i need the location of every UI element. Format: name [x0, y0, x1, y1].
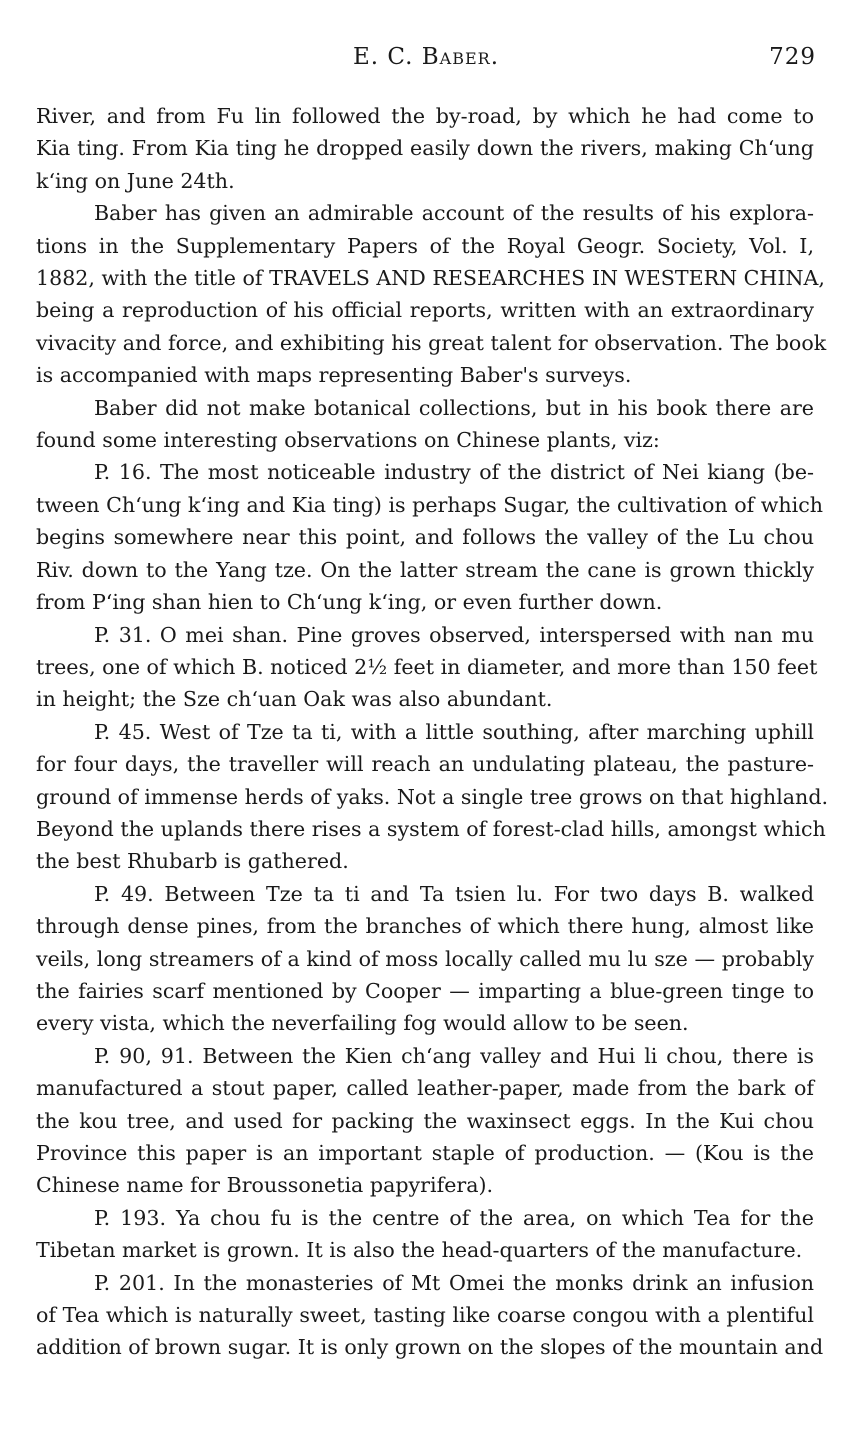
text-line: tween Chʻung kʻing and Kia ting) is perhaps Sugar, the cultivation of which [36, 492, 824, 517]
text-line: is accompanied with maps representing Baber's surveys. [36, 363, 632, 388]
text-line: in height; the Sze chʻuan Oak was also abundant. [36, 687, 553, 712]
text-line: being a reproduction of his official reports, written with an extraordinary [36, 298, 814, 323]
text-line: P. 45. West of Tze ta ti, with a little southing, after marching uphill [94, 719, 814, 744]
text-line: kʻing on June 24th. [36, 168, 235, 193]
text-line: P. 193. Ya chou fu is the centre of the area, on which Tea for the [94, 1205, 814, 1230]
text-line: ground of immense herds of yaks. Not a single tree grows on that highland. [36, 784, 829, 809]
text-line: of Tea which is naturally sweet, tasting like coarse congou with a plentiful [36, 1303, 814, 1328]
body-text [36, 100, 829, 1364]
text-line: tions in the Supplementary Papers of the Royal Geogr. Society, Vol. I, [36, 233, 814, 258]
text-line: addition of brown sugar. It is only grown on the slopes of the mountain and [36, 1335, 824, 1360]
paragraph [36, 1202, 814, 1267]
paragraph [36, 100, 814, 197]
paragraph [36, 456, 824, 618]
text-line: veils, long streamers of a kind of moss locally called mu lu sze — probably [36, 946, 814, 971]
running-head [36, 44, 816, 80]
text-line: every vista, which the neverfailing fog would allow to be seen. [36, 1011, 689, 1036]
text-line: River, and from Fu lin followed the by-road, by which he had come to [36, 104, 814, 128]
text-line: Beyond the uplands there rises a system of forest-clad hills, amongst which [36, 816, 826, 841]
text-line: P. 31. O mei shan. Pine groves observed, interspersed with nan mu [94, 622, 814, 647]
text-line: the kou tree, and used for packing the waxinsect eggs. In the Kui chou [36, 1108, 814, 1133]
text-line: vivacity and force, and exhibiting his great talent for observation. The book [36, 330, 827, 355]
text-line: Riv. down to the Yang tze. On the latter stream the cane is grown thickly [36, 557, 814, 582]
paragraph [36, 1040, 814, 1202]
running-title: E. C. Baber. [352, 44, 500, 70]
page-number: 729 [769, 44, 816, 70]
text-line: the fairies scarf mentioned by Cooper — imparting a blue-green tinge to [36, 978, 814, 1003]
text-line: trees, one of which B. noticed 2½ feet in diameter, and more than 150 feet [36, 654, 818, 679]
text-line: found some interesting observations on Chinese plants, viz: [36, 428, 660, 453]
paragraph [36, 878, 814, 1040]
text-line: Province this paper is an important staple of production. — (Kou is the [36, 1141, 814, 1165]
text-line: Chinese name for Broussonetia papyrifera). [36, 1173, 494, 1198]
text-line: P. 90, 91. Between the Kien chʻang valley and Hui li chou, there is [94, 1043, 814, 1068]
text-line: Kia ting. From Kia ting he dropped easily down the rivers, making Chʻung [36, 136, 814, 161]
text-line: Baber did not make botanical collections, but in his book there are [94, 395, 814, 420]
paragraph [36, 716, 829, 878]
paragraph [36, 1267, 824, 1364]
text-line: Tibetan market is grown. It is also the head-quarters of the manufacture. [36, 1238, 803, 1263]
paragraph [36, 392, 814, 457]
text-line: P. 16. The most noticeable industry of the district of Nei kiang (be- [94, 460, 814, 485]
text-line: begins somewhere near this point, and follows the valley of the Lu chou [36, 525, 814, 550]
text-line: for four days, the traveller will reach an undulating plateau, the pasture- [36, 752, 814, 777]
text-line: from Pʻing shan hien to Chʻung kʻing, or even further down. [36, 590, 663, 615]
text-line: through dense pines, from the branches of which there hung, almost like [36, 914, 814, 939]
text-line: manufactured a stout paper, called leather-paper, made from the bark of [36, 1076, 814, 1101]
text-line: P. 49. Between Tze ta ti and Ta tsien lu. For two days B. walked [94, 881, 814, 906]
paragraph [36, 197, 827, 391]
text-line: 1882, with the title of TRAVELS AND RESEARCHES IN WESTERN CHINA, [36, 266, 825, 291]
paragraph [36, 619, 818, 716]
text-line: P. 201. In the monasteries of Mt Omei the monks drink an infusion [94, 1270, 814, 1295]
text-line: Baber has given an admirable account of the results of his explora- [94, 201, 814, 226]
text-line: the best Rhubarb is gathered. [36, 849, 349, 874]
